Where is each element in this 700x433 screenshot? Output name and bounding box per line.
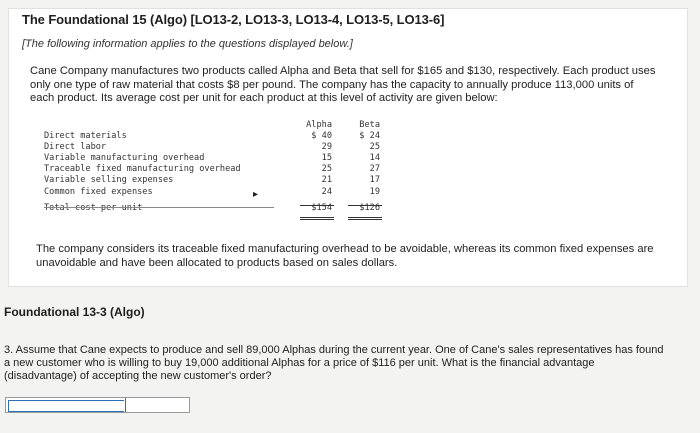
alpha-cell: 25 [321,164,332,175]
beta-cell: 17 [369,175,380,186]
row-label: Variable manufacturing overhead [44,153,205,164]
alpha-column [296,120,332,214]
alpha-cell: 15 [321,153,332,164]
beta-cell: 14 [369,153,380,164]
question-text: 3. Assume that Cane expects to produce and sell 89,000 Alphas during the current year. One of Cane's sales representatives has found a new customer who is willing to buy 19,000 additional Alphas for a price of $116 per unit. What is the financial advantage (disadvantage) of accepting the new customer's order? [4,344,664,383]
beta-cell: 27 [369,164,380,175]
label-divider [44,207,274,208]
problem-note: The company considers its traceable fixed manufacturing overhead to be avoidable, whereas its common fixed expenses are unavoidable and have been allocated to products based on sales dollars. [36,243,654,269]
page-title: The Foundational 15 (Algo) [LO13-2, LO13-3, LO13-4, LO13-5, LO13-6] [22,12,445,27]
beta-cell: 19 [369,186,380,197]
row-label: Common fixed expenses [44,186,153,197]
row-label: Traceable fixed manufacturing overhead [44,164,241,175]
mouse-cursor-icon: ▸ [253,189,259,200]
alpha-total: $154 [311,202,332,213]
section-title: Foundational 13-3 (Algo) [4,305,145,319]
beta-column [344,120,380,214]
alpha-cell: 29 [321,142,332,153]
alpha-cell: 21 [321,175,332,186]
beta-total-rule [348,217,382,220]
answer-label-input[interactable] [8,400,124,412]
beta-cell: 25 [369,142,380,153]
beta-header: Beta [359,120,380,130]
cost-table-labels [44,120,274,214]
alpha-header: Alpha [306,120,332,130]
row-label: Direct labor [44,142,107,153]
alpha-cell: 24 [321,186,332,197]
header-spacer [44,120,274,131]
alpha-subtotal-rule [300,205,334,206]
answer-field[interactable] [5,397,190,413]
beta-cell: $ 24 [359,131,380,142]
beta-subtotal-rule [348,205,382,206]
alpha-total-rule [300,217,334,220]
row-label: Direct materials [44,131,127,142]
beta-total: $126 [359,202,380,213]
problem-description: Cane Company manufactures two products called Alpha and Beta that sell for $165 and $130, respectively. Each product uses only one type of raw material that costs $8 per pound. The company has the capacity to annually produce 113,000 units of each product. Its average cost per unit for each product at this level of activity are given below: [30,65,656,105]
page-subtitle: [The following information applies to the questions displayed below.] [22,38,353,50]
row-label: Variable selling expenses [44,175,174,186]
alpha-cell: $ 40 [311,131,332,142]
answer-amount-input[interactable] [125,398,126,412]
total-label: Total cost per unit [44,202,143,213]
